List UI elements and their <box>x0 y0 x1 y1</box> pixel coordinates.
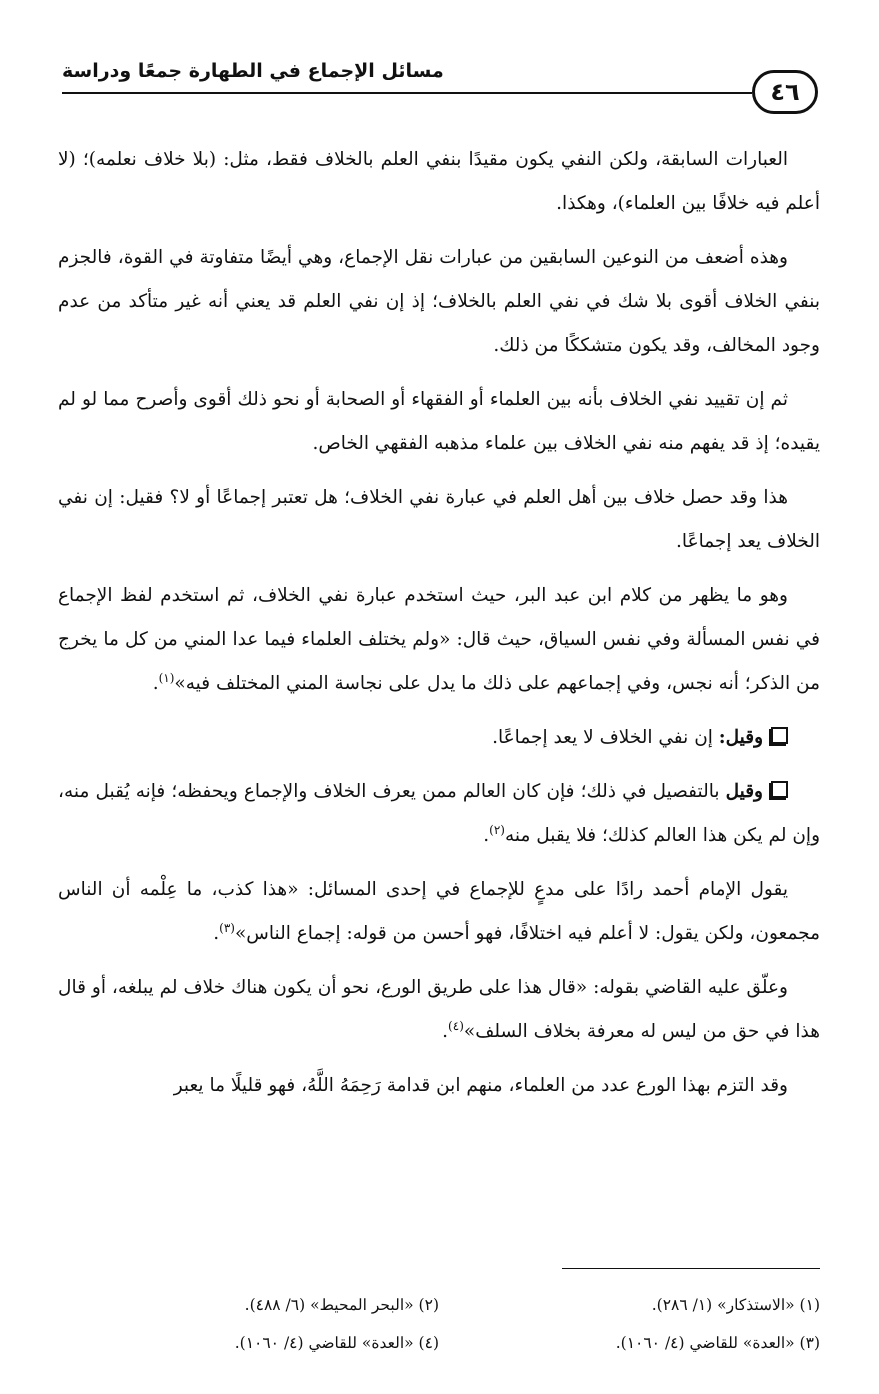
paragraph: وهو ما يظهر من كلام ابن عبد البر، حيث استخدم عبارة نفي الخلاف، ثم استخدم لفظ الإجماع في نفس المسألة وفي نفس السياق، حيث قال: «ولم يختلف العلماء فيما عدا المني من كل ما يخرج من الذكر؛ أنه نجس، وفي إجماعهم على ذلك ما يدل على نجاسة المني المختلف فيه»$^{(١)}$. <box>58 585 820 694</box>
square-bullet-icon <box>771 781 788 798</box>
footnote: (١) «الاستذكار» (١/ ٢٨٦). <box>651 1296 820 1314</box>
footnote: (٤) «العدة» للقاضي (٤/ ١٠٦٠). <box>234 1334 439 1352</box>
paragraph: يقول الإمام أحمد رادًا على مدعٍ للإجماع في إحدى المسائل: «هذا كذب، ما عِلْمه أن الناس مجمعون، ولكن يقول: لا أعلم فيه اختلافًا، فهو أحسن من قوله: إجماع الناس»$^{(٣)}$. <box>58 879 820 944</box>
footnote-ref: (٢) <box>489 822 505 837</box>
running-header-title: مسائل الإجماع في الطهارة جمعًا ودراسة <box>62 60 444 82</box>
paragraph: وعلّق عليه القاضي بقوله: «قال هذا على طريق الورع، نحو أن يكون هناك خلاف لم يبلغه، أو قال هذا في حق من ليس له معرفة بخلاف السلف»$^{(٤)}$. <box>58 977 820 1042</box>
footnote-ref: (٣) <box>219 920 235 935</box>
footnote-ref: (١) <box>158 670 175 685</box>
footnote-row <box>58 1286 820 1324</box>
footnote-ref: (٤) <box>448 1018 464 1033</box>
paragraph: وهذه أضعف من النوعين السابقين من عبارات نقل الإجماع، وهي أيضًا متفاوتة في القوة، فالجزم بنفي الخلاف أقوى بلا شك في نفي العلم بالخلاف؛ إذ إن نفي العلم قد يعني أنه غير متأكد من عدم وجود المخالف، وقد يكون متشككًا من ذلك. <box>58 247 820 356</box>
bullet-term: وقيل: <box>718 727 763 748</box>
footnote: (٢) «البحر المحيط» (٦/ ٤٨٨). <box>244 1296 439 1314</box>
body-text <box>58 138 820 1118</box>
paragraph: العبارات السابقة، ولكن النفي يكون مقيدًا بنفي العلم بالخلاف فقط، مثل: (بلا خلاف نعلمه)؛ (لا أعلم فيه خلافًا بين العلماء)، وهكذا. <box>58 149 820 214</box>
header-rule <box>62 92 752 94</box>
footnote-row <box>58 1324 820 1362</box>
paragraph: هذا وقد حصل خلاف بين أهل العلم في عبارة نفي الخلاف؛ هل تعتبر إجماعًا أو لا؟ فقيل: إن نفي الخلاف يعد إجماعًا. <box>58 487 820 552</box>
square-bullet-icon <box>771 727 788 744</box>
footnotes <box>58 1286 820 1362</box>
footnote-separator <box>562 1268 820 1269</box>
paragraph: ثم إن تقييد نفي الخلاف بأنه بين العلماء أو الفقهاء أو الصحابة أو نحو ذلك أقوى وأصرح مما لو لم يقيده؛ إذ قد يفهم منه نفي الخلاف بين علماء مذهبه الفقهي الخاص. <box>58 389 820 454</box>
page-number: ٤٦ <box>752 70 818 114</box>
bullet-term: وقيل <box>725 781 763 802</box>
bullet-item: وقيل بالتفصيل في ذلك؛ فإن كان العالم ممن يعرف الخلاف والإجماع ويحفظه؛ فإنه يُقبل منه، وإن لم يكن هذا العالم كذلك؛ فلا يقبل منه$^{(٢)}$. <box>58 781 820 846</box>
footnote: (٣) «العدة» للقاضي (٤/ ١٠٦٠). <box>615 1334 820 1352</box>
paragraph: وقد التزم بهذا الورع عدد من العلماء، منهم ابن قدامة رَحِمَهُ اللَّهُ، فهو قليلًا ما يعبر <box>173 1075 788 1096</box>
bullet-item: وقيل: إن نفي الخلاف لا يعد إجماعًا. <box>58 716 820 760</box>
